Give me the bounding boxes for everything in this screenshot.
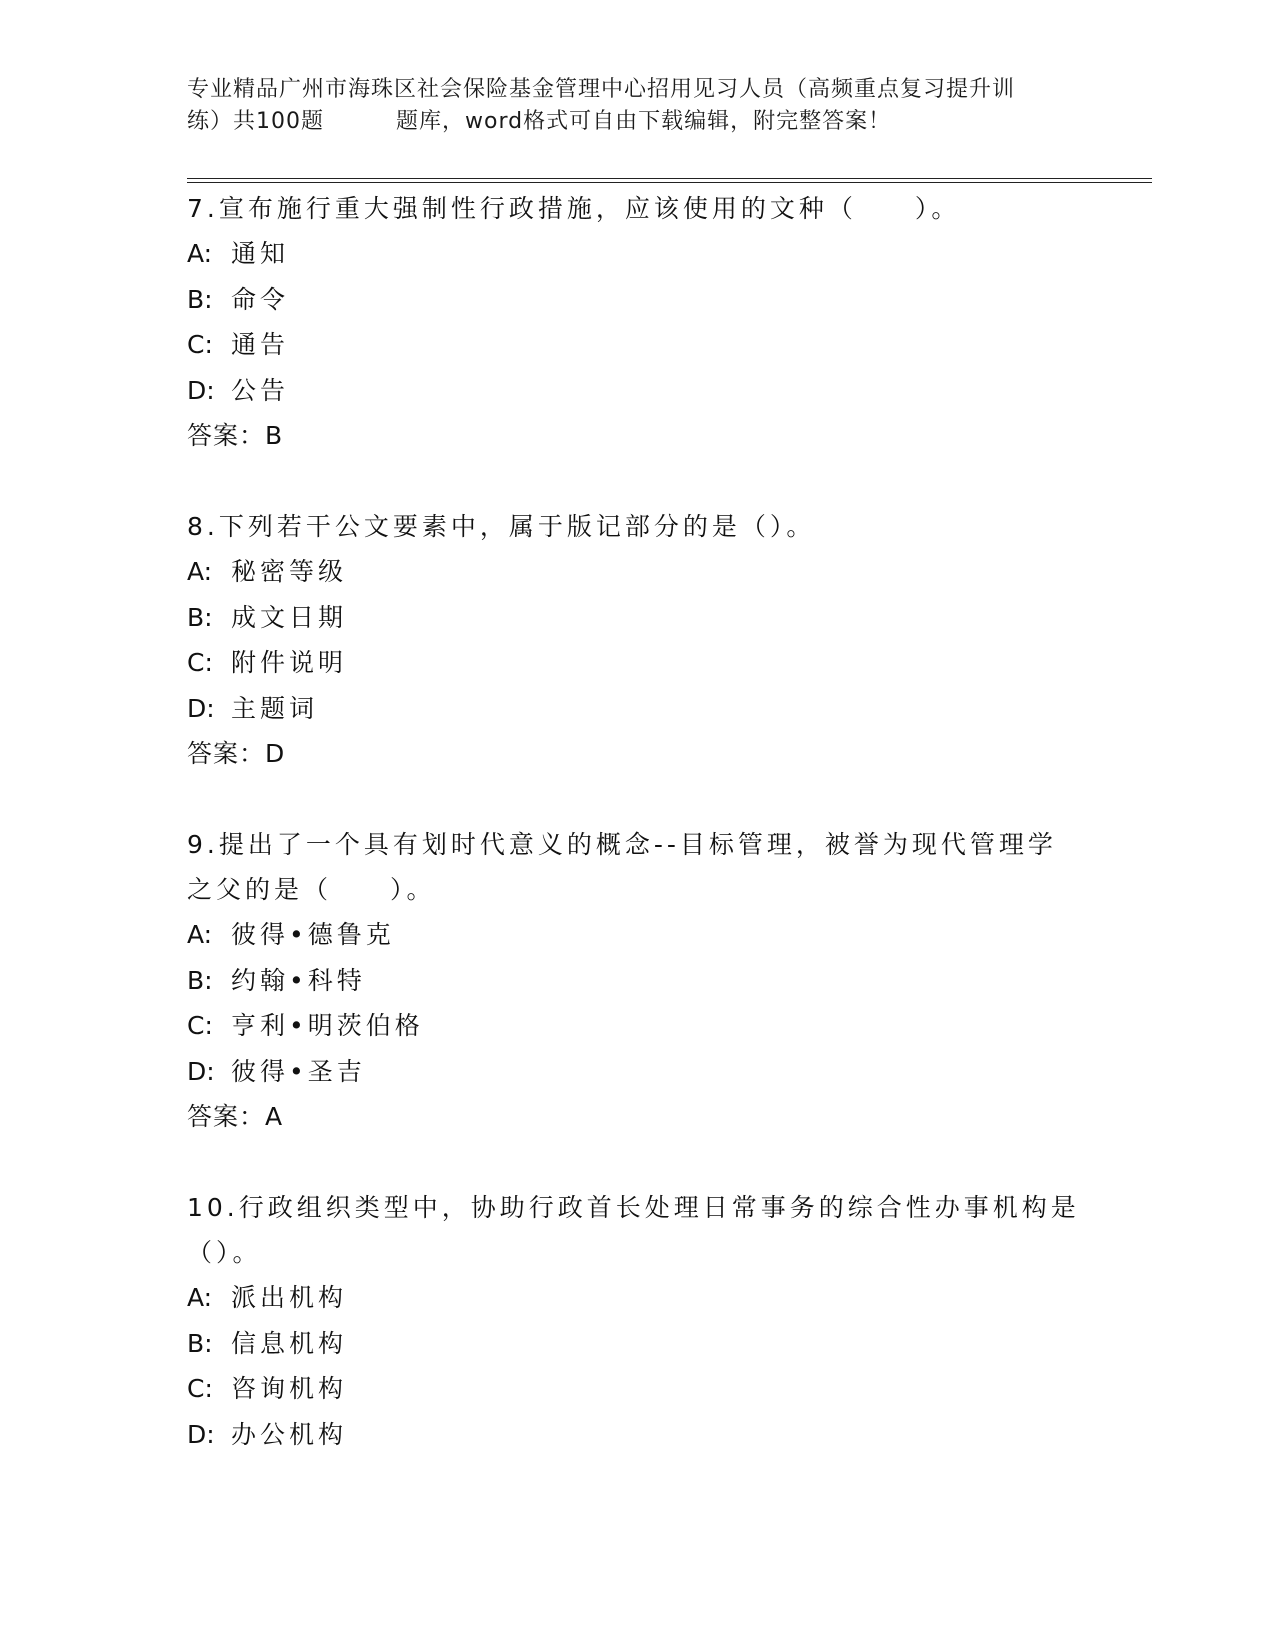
option-text: 派出机构: [231, 1283, 348, 1312]
option-text: 成文日期: [231, 602, 348, 632]
header-divider-top: [187, 178, 1152, 179]
option-b: [187, 277, 1087, 323]
option-c: [187, 1003, 1087, 1049]
option-key: C:: [187, 1374, 213, 1403]
option-a: [187, 912, 1087, 958]
option-text: 信息机构: [231, 1328, 348, 1358]
question-stem-line-2: 之父的是（ ）。: [187, 875, 436, 904]
option-key: B:: [187, 965, 213, 995]
option-d: [187, 368, 1087, 414]
option-text: 秘密等级: [231, 557, 348, 586]
header-line-1: 专业精品广州市海珠区社会保险基金管理中心招用见习人员（高频重点复习提升训: [187, 77, 1016, 102]
option-b: [187, 595, 1087, 641]
header-line-2-desc: 题库，word格式可自由下载编辑，附完整答案！: [396, 109, 892, 134]
option-text: 主题词: [231, 693, 319, 723]
question-stem-line-1: 10.行政组织类型中，协助行政首长处理日常事务的综合性办事机构是: [187, 1193, 1080, 1222]
option-b: [187, 1321, 1087, 1367]
option-text: 亨利•明茨伯格: [231, 1011, 424, 1040]
option-c: [187, 322, 1087, 368]
option-key: D:: [187, 693, 215, 723]
option-key: D:: [187, 1056, 215, 1086]
option-d: [187, 1049, 1087, 1095]
question-7: [187, 186, 1087, 458]
option-a: [187, 549, 1087, 595]
option-text: 办公机构: [231, 1419, 348, 1449]
option-text: 公告: [231, 375, 290, 405]
option-b: [187, 958, 1087, 1004]
option-text: 约翰•科特: [231, 965, 366, 995]
question-stem-line-1: 9.提出了一个具有划时代意义的概念--目标管理，被誉为现代管理学: [187, 830, 1057, 859]
header-line-2: [187, 106, 1087, 138]
option-text: 命令: [231, 284, 290, 314]
option-key: B:: [187, 284, 213, 314]
question-stem: 8.下列若干公文要素中，属于版记部分的是（）。: [187, 512, 816, 541]
answer-line: 答案：D: [187, 739, 286, 768]
option-text: 通知: [231, 239, 290, 268]
option-key: A:: [187, 239, 213, 268]
option-key: A:: [187, 1283, 213, 1312]
option-key: D:: [187, 1419, 215, 1449]
question-9: [187, 822, 1087, 1139]
header-line-2-count: 练）共100题: [187, 109, 324, 134]
option-a: [187, 1275, 1087, 1321]
question-10: [187, 1185, 1087, 1457]
option-a: [187, 231, 1087, 277]
option-key: C:: [187, 330, 213, 359]
question-stem-line-2: （）。: [187, 1238, 262, 1267]
option-key: C:: [187, 648, 213, 677]
option-key: D:: [187, 375, 215, 405]
option-text: 彼得•德鲁克: [231, 920, 395, 949]
option-c: [187, 640, 1087, 686]
option-key: B:: [187, 1328, 213, 1358]
option-key: B:: [187, 602, 213, 632]
option-text: 附件说明: [231, 648, 348, 677]
option-text: 咨询机构: [231, 1374, 348, 1403]
option-key: C:: [187, 1011, 213, 1040]
option-text: 通告: [231, 330, 290, 359]
answer-line: 答案：B: [187, 421, 284, 450]
question-stem: 7.宣布施行重大强制性行政措施，应该使用的文种（ ）。: [187, 194, 961, 223]
option-d: [187, 686, 1087, 732]
option-c: [187, 1366, 1087, 1412]
question-8: [187, 504, 1087, 776]
option-text: 彼得•圣吉: [231, 1056, 366, 1086]
document-header: [187, 74, 1087, 138]
header-divider-bottom: [187, 182, 1152, 183]
option-d: [187, 1412, 1087, 1458]
answer-line: 答案：A: [187, 1102, 284, 1131]
option-key: A:: [187, 557, 213, 586]
option-key: A:: [187, 920, 213, 949]
